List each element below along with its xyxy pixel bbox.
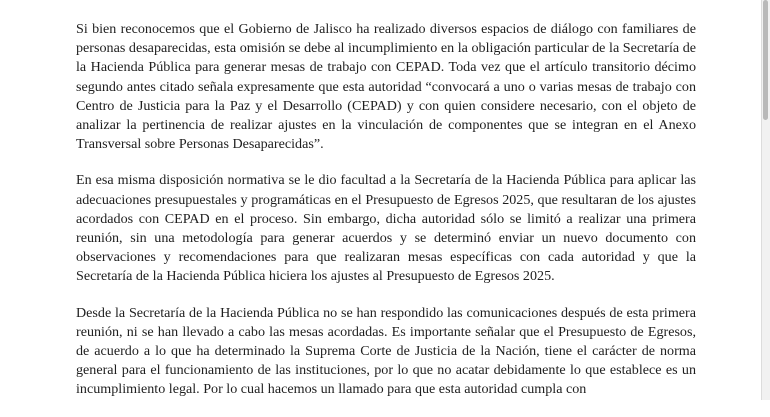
vertical-scrollbar[interactable] <box>761 0 770 400</box>
scrollbar-thumb[interactable] <box>763 0 768 120</box>
document-body <box>76 20 696 417</box>
paragraph-1: Si bien reconocemos que el Gobierno de Jalisco ha realizado diversos espacios de diálogo con familiares de personas desaparecidas, esta omisión se debe al incumplimiento en la obligación particular de la Secretaría de la Hacienda Pública para generar mesas de trabajo con CEPAD. Toda vez que el artículo transitorio décimo segundo antes citado señala expresamente que esta autoridad “convocará a uno o varias mesas de trabajo con Centro de Justicia para la Paz y el Desarrollo (CEPAD) y con quien considere necesario, con el objeto de analizar la pertinencia de realizar ajustes en la vinculación de componentes que se integran en el Anexo Transversal sobre Personas Desaparecidas”. <box>76 21 696 153</box>
paragraph-3: Desde la Secretaría de la Hacienda Pública no se han respondido las comunicaciones después de esta primera reunión, ni se han llevado a cabo las mesas acordadas. Es importante señalar que el Presupuesto de Egresos, de acuerdo a lo que ha determinado la Suprema Corte de Justicia de la Nación, tiene el carácter de norma general para el funcionamiento de las instituciones, por lo que no acatar debidamente lo que establece es un incumplimiento legal. Por lo cual hacemos un llamado para que esta autoridad cumpla con <box>76 304 696 398</box>
paragraph-2: En esa misma disposición normativa se le dio facultad a la Secretaría de la Hacienda Pública para aplicar las adecuaciones presupuestales y programáticas en el Presupuesto de Egresos 2025, que resultaran de los ajustes acordados con CEPAD en el proceso. Sin embargo, dicha autoridad sólo se limitó a realizar una primera reunión, sin una metodología para generar acuerdos y se determinó enviar un nuevo documento con observaciones y recomendaciones para que realizaran mesas específicas con cada autoridad y que la Secretaría de la Hacienda Pública hiciera los ajustes al Presupuesto de Egresos 2025. <box>76 172 696 285</box>
